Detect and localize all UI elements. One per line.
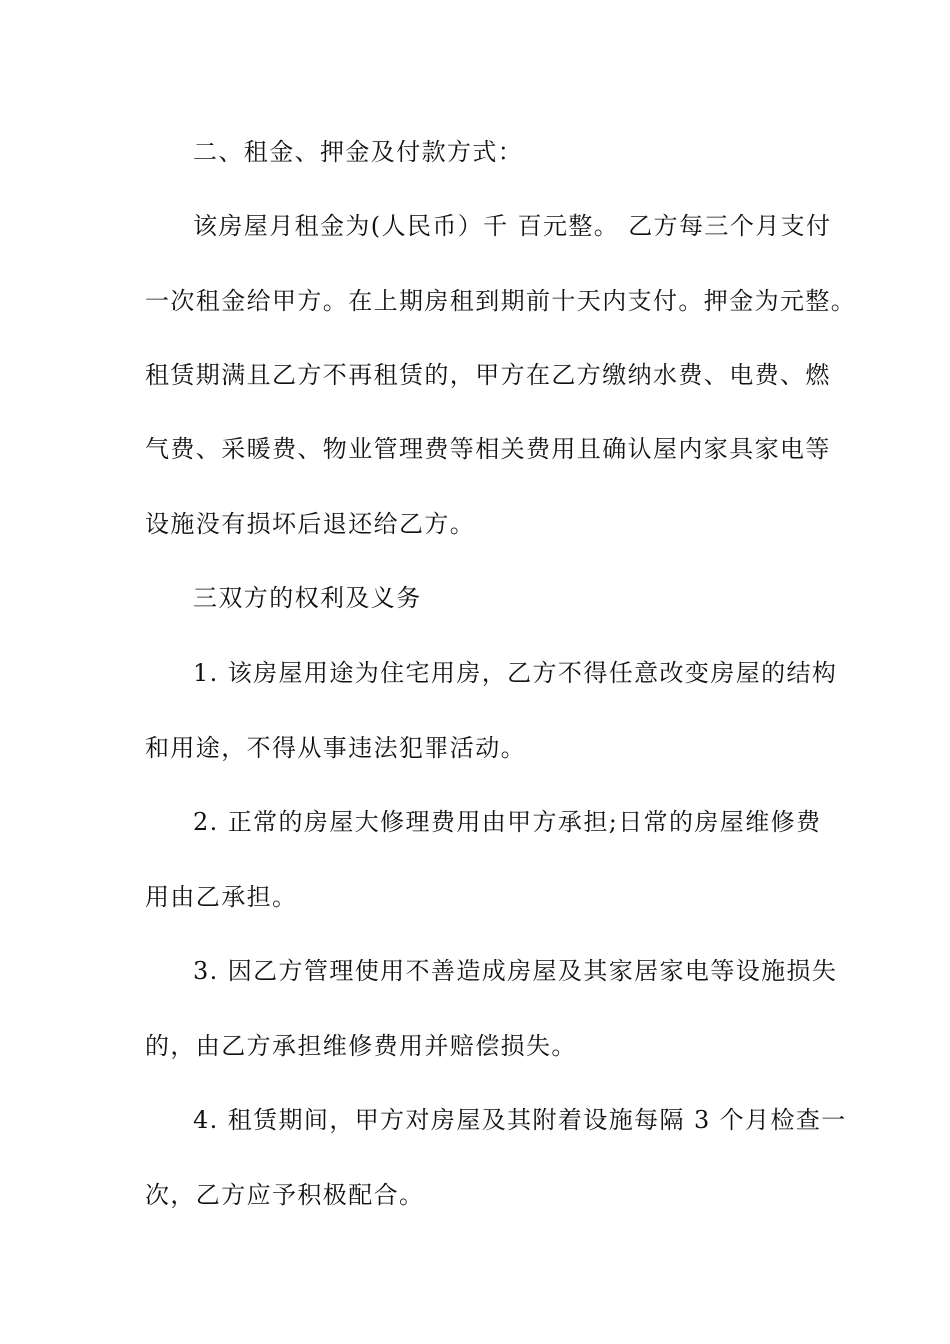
list-item-2-cont: 用由乙承担。 xyxy=(145,883,298,911)
paragraph-line: 气费、采暖费、物业管理费等相关费用且确认屋内家具家电等 xyxy=(145,435,831,463)
list-item-3-cont: 的，由乙方承担维修费用并赔偿损失。 xyxy=(145,1032,577,1060)
section-heading-rights: 三双方的权利及义务 xyxy=(193,584,422,612)
paragraph-line: 该房屋月租金为(人民币）千 百元整。 乙方每三个月支付 xyxy=(193,212,832,240)
list-item-4-cont: 次，乙方应予积极配合。 xyxy=(145,1181,425,1209)
list-item-1: 1. 该房屋用途为住宅用房，乙方不得任意改变房屋的结构 xyxy=(193,659,838,687)
list-item-2: 2. 正常的房屋大修理费用由甲方承担;日常的房屋维修费 xyxy=(193,808,822,836)
list-item-4: 4. 租赁期间，甲方对房屋及其附着设施每隔 3 个月检查一 xyxy=(193,1106,847,1134)
paragraph-line: 设施没有损坏后退还给乙方。 xyxy=(145,510,476,538)
paragraph-line: 一次租金给甲方。在上期房租到期前十天内支付。押金为元整。 xyxy=(145,287,857,315)
list-item-3: 3. 因乙方管理使用不善造成房屋及其家居家电等设施损失 xyxy=(193,957,838,985)
paragraph-line: 租赁期满且乙方不再租赁的，甲方在乙方缴纳水费、电费、燃 xyxy=(145,361,831,389)
section-heading-rent: 二、租金、押金及付款方式： xyxy=(193,138,524,166)
list-item-1-cont: 和用途，不得从事违法犯罪活动。 xyxy=(145,734,526,762)
